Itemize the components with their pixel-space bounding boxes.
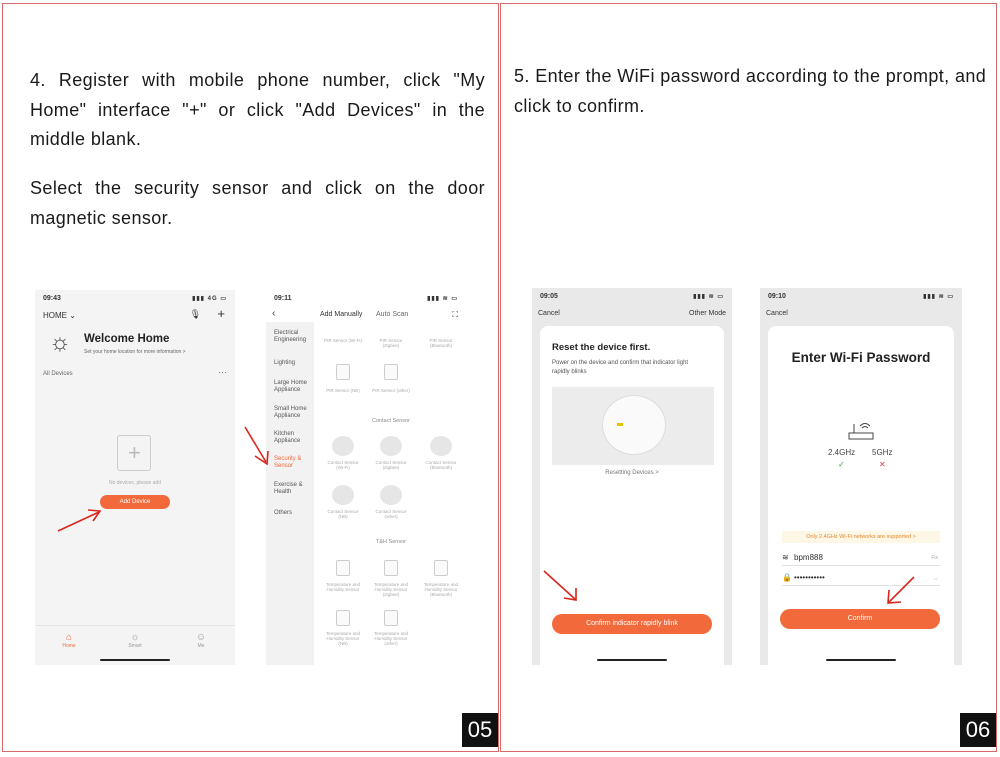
category-item[interactable]: Large Home Appliance <box>274 380 308 393</box>
bottom-tab-bar <box>35 625 235 665</box>
reset-title: Reset the device first. <box>552 342 651 353</box>
thermometer-icon <box>336 560 350 576</box>
device-illustration <box>552 387 714 465</box>
status-time: 09:05 <box>540 293 558 300</box>
user-icon: ☺ <box>195 632 207 643</box>
phone-screenshot-wifi <box>760 288 962 665</box>
section-title: T&H Sensor <box>376 539 406 545</box>
thermometer-icon <box>336 610 350 626</box>
status-time: 09:10 <box>768 293 786 300</box>
pir-sensor-icon <box>336 364 350 380</box>
thermometer-icon <box>384 560 398 576</box>
device-label[interactable]: Temperature and Humidity Sensor (other) <box>373 631 409 646</box>
signal-icon: ▮▮▮ ≋ ▭ <box>693 294 724 300</box>
home-indicator <box>826 659 896 661</box>
status-bar <box>532 288 732 304</box>
resetting-devices-link[interactable]: Resetting Devices > <box>605 470 659 476</box>
more-icon[interactable]: ··· <box>218 367 227 377</box>
device-label[interactable]: PIR Sensor (Bluetooth) <box>429 338 453 348</box>
phone-screenshot-home <box>35 290 235 665</box>
device-label[interactable]: PIR Sensor (NB) <box>326 388 360 393</box>
confirm-blink-button[interactable]: Confirm indicator rapidly blink <box>552 614 712 634</box>
status-time: 09:43 <box>43 295 61 302</box>
thermometer-icon <box>384 610 398 626</box>
category-item-security[interactable]: Security & Sensor <box>274 456 302 469</box>
home-indicator <box>100 659 170 661</box>
back-icon[interactable]: ‹ <box>272 308 276 319</box>
wifi-title: Enter Wi-Fi Password <box>791 350 931 365</box>
category-sidebar <box>266 322 314 665</box>
status-bar <box>35 290 235 306</box>
device-label[interactable]: Temperature and Humidity Sensor (NB) <box>325 631 361 646</box>
password-field[interactable]: 🔒 ••••••••••• ◡ <box>782 570 940 586</box>
ssid-field[interactable]: ≋ bpm888 Fix <box>782 550 940 566</box>
phone-screenshot-reset <box>532 288 732 665</box>
instruction-step-4: 4. Register with mobile phone number, click "My Home" interface "+" or click "Add Devices" in the middle blank. <box>30 70 485 149</box>
pir-sensor-icon <box>384 364 398 380</box>
cross-icon: ✕ <box>879 460 886 469</box>
device-label[interactable]: PIR Sensor (Wi-Fi) <box>324 338 362 343</box>
arrow-to-add-device <box>55 505 105 535</box>
wifi-notice[interactable]: Only 2.4GHz Wi-Fi networks are supported > <box>782 531 940 543</box>
contact-sensor-icon <box>332 436 354 456</box>
contact-sensor-icon <box>430 436 452 456</box>
confirm-button[interactable]: Confirm <box>780 609 940 629</box>
router-icon <box>846 421 876 441</box>
welcome-title: Welcome Home <box>84 333 170 345</box>
smart-icon: ☼ <box>130 632 140 643</box>
home-topbar <box>43 308 227 322</box>
tab-add-manually[interactable]: Add Manually <box>320 311 363 318</box>
contact-sensor-icon <box>380 436 402 456</box>
welcome-banner <box>49 330 225 360</box>
eye-icon[interactable]: ◡ <box>933 575 938 581</box>
category-item[interactable]: Others <box>274 510 293 516</box>
status-bar <box>760 288 962 304</box>
instruction-select-sensor: Select the security sensor and click on the door magnetic sensor. <box>30 178 485 228</box>
signal-icon: ▮▮▮ 4G ▭ <box>192 296 227 302</box>
no-devices-text: No devices, please add <box>109 480 161 486</box>
home-icon: ⌂ <box>65 632 73 643</box>
device-label[interactable]: PIR Sensor (other) <box>372 388 410 393</box>
page-number: 06 <box>960 713 996 747</box>
contact-sensor-icon <box>332 485 354 505</box>
thermometer-icon <box>434 560 448 576</box>
arrow-to-security-sensor <box>242 424 272 470</box>
welcome-subtitle[interactable]: Set your home location for more information > <box>84 349 186 355</box>
category-item[interactable]: Small Home Appliance <box>274 406 307 419</box>
device-label[interactable]: Contact Sensor (Zigbee) <box>375 460 407 470</box>
device-label[interactable]: PIR Sensor (Zigbee) <box>379 338 403 348</box>
other-mode-button[interactable]: Other Mode <box>689 310 726 317</box>
contact-sensor-icon <box>380 485 402 505</box>
tab-me[interactable]: ☺ Me <box>181 632 221 649</box>
device-label[interactable]: Contact Sensor (Bluetooth) <box>425 460 457 470</box>
signal-icon: ▮▮▮ ≋ ▭ <box>427 296 458 302</box>
section-title: Contact Sensor <box>372 418 410 424</box>
cancel-button[interactable]: Cancel <box>538 310 560 317</box>
page-number: 05 <box>462 713 498 747</box>
band-5ghz-label: 5GHz <box>872 448 893 457</box>
device-label[interactable]: Contact Sensor (NB) <box>327 509 359 519</box>
empty-device-icon <box>117 435 151 471</box>
device-label[interactable]: Contact Sensor (other) <box>375 509 407 519</box>
device-label[interactable]: Temperature and Humidity Sensor (Zigbee) <box>373 582 409 597</box>
signal-icon: ▮▮▮ ≋ ▭ <box>923 294 954 300</box>
tab-home[interactable]: ⌂ Home <box>49 632 89 649</box>
scan-icon[interactable]: ⛶ <box>452 310 458 319</box>
arrow-to-confirm-blink <box>540 568 580 604</box>
device-label[interactable]: Temperature and Humidity Sensor (Bluetooth) <box>423 582 459 597</box>
status-bar <box>266 290 466 306</box>
microphone-icon[interactable]: 🎙 <box>189 309 201 319</box>
check-icon: ✓ <box>838 460 845 469</box>
home-selector[interactable]: HOME ⌄ <box>43 311 76 320</box>
sensor-device-image <box>602 395 666 455</box>
add-icon[interactable]: + <box>217 306 225 321</box>
wifi-icon: ≋ <box>782 553 789 562</box>
sun-icon: ☼ <box>49 329 71 356</box>
category-item[interactable]: Exercise & Health <box>274 482 303 495</box>
device-label[interactable]: Contact Sensor (Wi-Fi) <box>327 460 359 470</box>
arrow-to-confirm <box>884 574 918 606</box>
cancel-button[interactable]: Cancel <box>766 310 788 317</box>
tab-smart[interactable]: ☼ Smart <box>115 632 155 649</box>
instruction-step-5: 5. Enter the WiFi password according to the prompt, and click to confirm. <box>514 66 987 116</box>
lock-icon: 🔒 <box>782 573 792 582</box>
change-network-link[interactable]: Fix <box>931 555 938 561</box>
tab-auto-scan[interactable]: Auto Scan <box>376 311 409 318</box>
status-time: 09:11 <box>274 295 292 302</box>
add-device-button[interactable]: Add Device <box>100 495 170 509</box>
home-indicator <box>597 659 667 661</box>
band-24ghz-label: 2.4GHz <box>828 448 856 457</box>
all-devices-label: All Devices <box>43 371 73 377</box>
phone-screenshot-add-device <box>266 290 466 665</box>
category-item[interactable]: Kitchen Appliance <box>274 431 301 444</box>
device-label[interactable]: Temperature and Humidity Sensor <box>325 582 361 592</box>
category-item[interactable]: Electrical Engineering <box>274 330 307 343</box>
category-item[interactable]: Lighting <box>274 360 296 366</box>
reset-subtitle: Power on the device and confirm that indicator light rapidly blinks <box>552 360 689 375</box>
add-device-header <box>266 310 466 322</box>
